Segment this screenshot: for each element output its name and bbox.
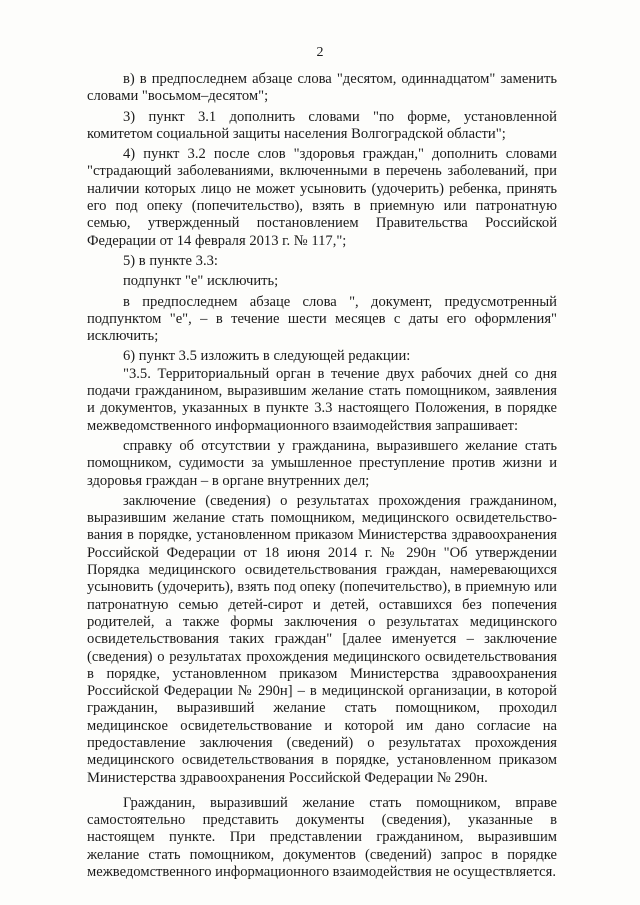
paragraph-certificate: справку об отсутствии у гражданина, выразившего желание стать помощником, судимости за умышленное преступление против жизни и здоровья граждан – в органе внутренних дел; [87,437,557,489]
paragraph-citizen-right: Гражданин, выразивший желание стать помощником, вправе самостоятельно представить документы (сведения), указанные в настоящем пункте. При представлении гражданином, выразившим желание стать помощником, документов (сведений) запрос в порядке межведомственного информационного взаимодействия не осуществляется. [87,794,557,881]
paragraph-v-amend: в) в предпоследнем абзаце слова "десятом, одиннадцатом" заменить словами "восьмом–десятом"; [87,71,557,105]
paragraph-medical-conclusion: заключение (сведения) о результатах прохождения гражданином, выразившим желание стать помощником, медицинского освидетельство-вания в порядке, установленном приказом Министерства здравоохранения Российской Федерации от 18 июня 2014 г. № 290н "Об утверждении Порядка медицинского освидетельствования граждан, намеревающихся усыновить (удочерить), взять под опеку (попечительство), в приемную или патронатную семью детей-сирот и детей, оставшихся без попечения родителей, а также формы заключения о результатах медицинского освидетельствования таких граждан" [далее именуется – заключение (сведения) о результатах прохождения медицинского освидетельствования в порядке, установленном приказом Министерства здравоохранения Российской Федерации № 290н] – в медицинской организации, в которой гражданин, выразивший желание стать помощником, проходил медицинское освидетельствование и которой им дано согласие на предоставление заключения (сведений) о результатах прохождения медицинского освидетельствования в порядке, установленном приказом Министерства здравоохранения Российской Федерации № 290н. [87,492,557,786]
paragraph-item-3: 3) пункт 3.1 дополнить словами "по форме, установленной комитетом социальной защиты населения Волгоградской области"; [87,108,557,142]
paragraph-item-6: 6) пункт 3.5 изложить в следующей редакции: [123,348,411,365]
paragraph-penultimate: в предпоследнем абзаце слова ", документ, предусмотренный подпунктом "е", – в течение шести месяцев с даты его оформления" исключить; [87,293,557,345]
paragraph-3-5: "3.5. Территориальный орган в течение двух рабочих дней со дня подачи гражданином, выразившим желание стать помощником, заявления и документов, указанных в пункте 3.3 настоящего Положения, в порядке межведомственного информационного взаимодействия запрашивает: [87,365,557,434]
paragraph-item-5: 5) в пункте 3.3: [123,252,218,269]
paragraph-subitem-e: подпункт "е" исключить; [123,273,279,290]
document-body [87,71,557,881]
page-number: 2 [316,45,324,60]
paragraph-item-4: 4) пункт 3.2 после слов "здоровья граждан," дополнить словами "страдающий заболеваниями, включенными в перечень заболеваний, при наличии которых лицо не может усыновить (удочерить) ребенка, принять его под опеку (попечительство), взять в приемную или патронатную семью, утвержденный постановлением Правительства Российской Федерации от 14 февраля 2013 г. № 117,"; [87,146,557,249]
